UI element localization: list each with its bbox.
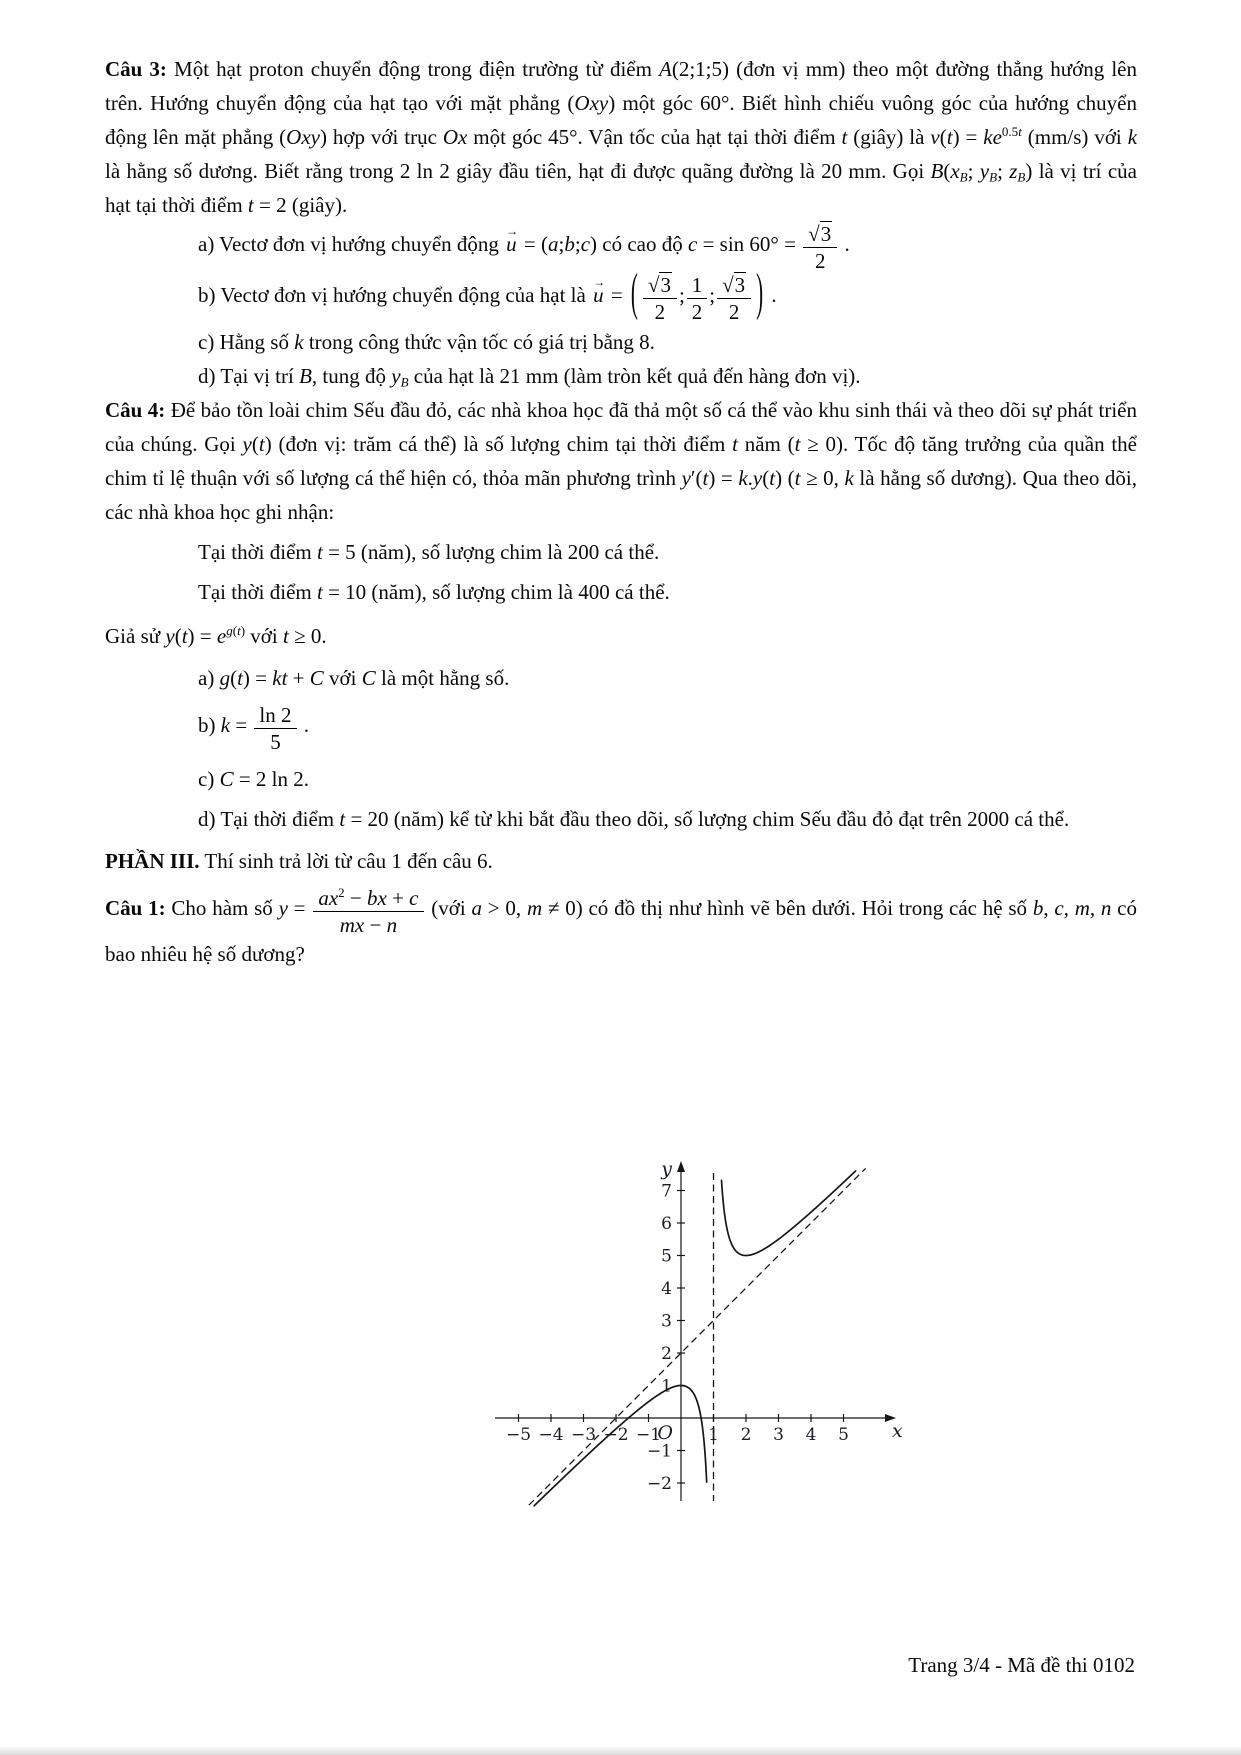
math-var: z — [1009, 159, 1018, 183]
cau4-a: a) g(t) = kt + C với C là một hằng số. — [198, 665, 510, 690]
math-var: x — [950, 159, 960, 183]
x-tick-label: 5 — [838, 1425, 849, 1445]
page-bottom-edge — [0, 1746, 1241, 1755]
math-var: t — [794, 465, 801, 490]
page-footer: Trang 3/4 - Mã đề thi 0102 — [908, 1653, 1135, 1677]
math-var: t — [283, 623, 289, 648]
math-var: y — [165, 623, 175, 648]
subscript: B — [989, 169, 998, 185]
math-var: b — [564, 231, 575, 256]
math-var: y — [752, 465, 763, 490]
subscript: B — [1017, 169, 1026, 185]
y-axis-arrow — [677, 1161, 685, 1172]
math-var: m — [526, 895, 543, 920]
math-var: bx — [367, 885, 387, 910]
square-root: √3 — [647, 273, 671, 298]
math-var: B — [299, 363, 312, 388]
math-var: t — [732, 431, 738, 456]
math-var: v — [930, 125, 940, 149]
x-tick-label: 1 — [708, 1425, 719, 1445]
cau4-d: d) Tại thời điểm t = 20 (năm) kể từ khi bắt đầu theo dõi, số lượng chim Sếu đầu đỏ đạt trên 2000 cá thể. — [198, 806, 1070, 831]
fraction: $\frac{1}{2}$ — [685, 273, 710, 324]
math-var: a — [471, 895, 482, 920]
math-var: g — [226, 622, 233, 638]
math-var: B — [930, 159, 944, 183]
cau3-c: c) Hằng số k trong công thức vận tốc có giá trị bằng 8. — [198, 329, 655, 354]
y-tick-label: 1 — [661, 1376, 672, 1397]
vector-symbol: → u — [504, 227, 519, 261]
cau3-d: d) Tại vị trí B, tung độ $y_B$ của hạt là 21 mm (làm tròn kết quả đến hàng đơn vị). — [198, 363, 861, 389]
math-var: a — [548, 231, 559, 256]
square-root: √3 — [722, 273, 746, 298]
cau3-a: a) Vectơ đơn vị hướng chuyển động → u = (a;b;c) có cao độ c = sin 60° = $\frac{√3}{2}$ . — [105, 222, 1137, 273]
exam-content — [105, 52, 1137, 971]
math-var: c — [580, 231, 591, 256]
cau4-obs-1: Tại thời điểm t = 5 (năm), số lượng chim là 200 cá thể. — [198, 539, 660, 564]
math-var: t — [258, 431, 265, 456]
big-paren: ) — [756, 262, 764, 322]
math-var: y — [979, 159, 990, 183]
cau4-intro: Câu 4: Để bảo tồn loài chim Sếu đầu đỏ, các nhà khoa học đã thả một số cá thể vào khu sinh thái và theo dõi sự phát triển của chúng. Gọi y(t) (đơn vị: trăm cá thể) là số lượng chim tại thời điểm t năm (t ≥ 0). Tốc độ tăng trưởng của quần thể chim tỉ lệ thuận với số lượng cá thể hiện có, thỏa mãn phương trình y′(t) = k.y(t) (t ≥ 0, k là hằng số dương). Qua theo dõi, các nhà khoa học ghi nhận: — [105, 397, 1137, 524]
y-tick-label: 7 — [661, 1181, 672, 1202]
subscript: B — [959, 169, 968, 185]
oblique-asymptote — [529, 1168, 866, 1505]
function-graph — [440, 1155, 910, 1520]
math-var: C — [361, 665, 376, 690]
y-tick-label: −1 — [646, 1441, 672, 1462]
x-tick-label: 3 — [773, 1425, 784, 1445]
square-root: √3 — [808, 222, 832, 246]
math-var: t — [702, 465, 709, 490]
x-tick-label: 4 — [805, 1425, 817, 1445]
fraction: $\frac{√3}{2}$ — [715, 273, 753, 324]
y-tick-label: −2 — [646, 1474, 672, 1494]
bold-label: Câu 1: — [105, 895, 166, 920]
bold-label: Câu 4: — [105, 397, 166, 422]
math-var: t — [946, 125, 953, 149]
math-var: Oxy — [574, 91, 609, 115]
math-var: c — [688, 231, 698, 256]
big-paren: ( — [630, 262, 638, 322]
math-var: y — [278, 895, 288, 920]
math-var: C — [219, 766, 234, 791]
math-var: k — [1127, 125, 1138, 149]
math-var: y — [242, 431, 252, 456]
math-var: kt — [272, 665, 288, 690]
math-var: k — [294, 329, 304, 354]
cau4-b: b) k = $\frac{\ln 2}{5}$ . — [198, 702, 310, 754]
math-var: m — [1074, 895, 1090, 920]
cau3-intro: Câu 3: Một hạt proton chuyển động trong điện trường từ điểm A(2;1;5) (đơn vị mm) theo một đường thẳng hướng lên trên. Hướng chuyển động của hạt tạo với mặt phẳng (Oxy) một góc 60°. Biết hình chiếu vuông góc của hướng chuyển động lên mặt phẳng (Oxy) hợp với trục Ox một góc 45°. Vận tốc của hạt tại thời điểm t (giây) là $v(t) = ke^{0.5t}$ (mm/s) với k là hằng số dương. Biết rằng trong 2 ln 2 giây đầu tiên, hạt đi được quãng đường là 20 mm. Gọi $B(x_B$; $y_B$; $z_B$) là vị trí của hạt tại thời điểm t = 2 (giây). — [105, 57, 1138, 217]
y-tick-label: 4 — [661, 1279, 672, 1299]
math-var: y — [391, 363, 401, 388]
bold-label: Câu 3: — [105, 57, 167, 81]
fraction: $\frac{√3}{2}$ — [801, 222, 839, 273]
math-var: A — [659, 57, 672, 81]
math-var: n — [1100, 895, 1112, 920]
math-var: t — [317, 539, 323, 564]
math-var: g — [219, 665, 231, 690]
cau3-b: b) Vectơ đơn vị hướng chuyển động của hạt là → u = ( $\frac{√3}{2}$ ; $\frac{1}{2}$ ; $\frac{√3}{2}$ ) . — [105, 273, 1137, 324]
figure-cau1 — [440, 1155, 910, 1520]
math-var: n — [386, 912, 398, 937]
curve-branch — [722, 1171, 856, 1255]
x-tick-label: −1 — [635, 1425, 662, 1445]
math-var: c — [409, 885, 419, 910]
math-var: e — [216, 623, 227, 648]
math-var: t — [1018, 124, 1022, 140]
x-tick-label: 2 — [740, 1425, 752, 1445]
y-tick-label: 2 — [661, 1344, 672, 1364]
superscript: g(t) — [226, 622, 246, 638]
math-var: c — [1054, 895, 1064, 920]
math-var: t — [794, 431, 801, 456]
math-var: t — [181, 623, 188, 648]
math-var: k — [844, 465, 854, 490]
math-var: y — [681, 465, 691, 490]
fraction: $\frac{√3}{2}$ — [641, 273, 679, 324]
bold-label: PHẦN III. — [105, 848, 200, 873]
math-var: C — [309, 665, 324, 690]
phan-iii: PHẦN III. Thí sinh trả lời từ câu 1 đến câu 6. — [105, 848, 493, 873]
math-var: k — [738, 465, 748, 490]
math-var: t — [769, 465, 776, 490]
math-var: Oxy — [286, 125, 320, 149]
x-tick-label: −3 — [570, 1425, 597, 1445]
math-var: t — [841, 125, 848, 149]
superscript: 0.5t — [1001, 124, 1022, 140]
subscript: B — [400, 373, 409, 389]
y-tick-label: 6 — [661, 1214, 672, 1234]
vector-symbol: → u — [591, 278, 606, 312]
origin-label: O — [657, 1422, 673, 1444]
fraction: $\frac{ax^2 - bx + c}{mx - n}$ — [311, 886, 425, 937]
math-var: t — [237, 665, 243, 690]
math-var: Ox — [442, 125, 468, 149]
x-axis-label: x — [892, 1420, 903, 1442]
x-tick-label: −4 — [538, 1425, 564, 1445]
math-var: b — [1032, 895, 1044, 920]
math-var: t — [339, 806, 346, 831]
math-var: k — [220, 712, 231, 737]
cau4-gia-su: Giả sử $y(t) = e^{g(t)}$ với t ≥ 0. — [105, 622, 327, 648]
cau4-c: c) C = 2 ln 2. — [198, 766, 310, 791]
math-var: t — [247, 193, 254, 217]
math-var: t — [237, 622, 241, 638]
y-tick-label: 5 — [661, 1246, 672, 1267]
y-axis-label: y — [661, 1158, 672, 1180]
superscript: 2 — [338, 885, 345, 901]
cau1-intro: Câu 1: Cho hàm số y = $\frac{ax^2 - bx + c}{mx - n}$ (với a > 0, m ≠ 0) có đồ thị như hình vẽ bên dưới. Hỏi trong các hệ số b, c, m, n có bao nhiêu hệ số dương? — [105, 885, 1138, 967]
math-var: ke — [983, 125, 1002, 149]
y-tick-label: 3 — [661, 1311, 672, 1332]
fraction: $\frac{\ln 2}{5}$ — [252, 703, 298, 754]
math-var: mx — [339, 912, 365, 937]
x-tick-label: −5 — [505, 1425, 532, 1445]
cau4-obs-2: Tại thời điểm t = 10 (năm), số lượng chim là 400 cá thể. — [198, 579, 670, 604]
math-var: ax — [318, 885, 339, 910]
x-tick-label: −2 — [603, 1425, 629, 1445]
math-var: t — [317, 579, 323, 604]
